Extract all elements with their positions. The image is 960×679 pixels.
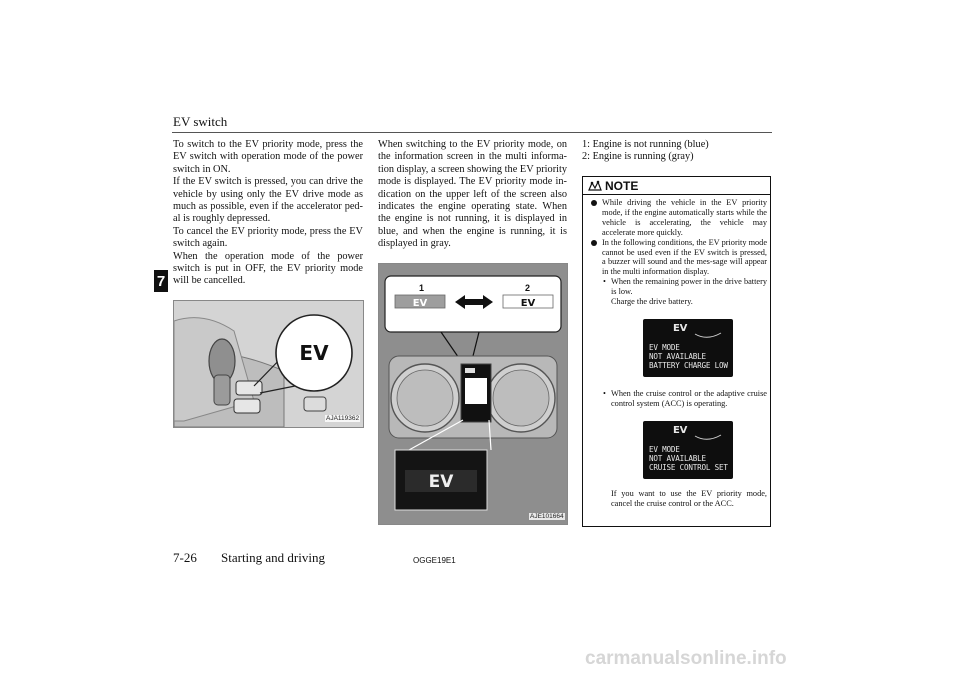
screen-line: EV MODE: [649, 342, 680, 352]
note-bullet: While driving the vehicle in the EV priority mode, if the engine automatically starts while the vehicle is accelerating, the vehicle may accelerate more quickly.: [591, 198, 767, 238]
legend-item: 1: Engine is not running (blue): [582, 139, 709, 150]
ev-switch-illustration: [174, 301, 363, 427]
running-header: EV switch: [173, 114, 228, 129]
watermark: carmanualsonline.info: [585, 648, 787, 669]
note-closing: If you want to use the EV priority mode, cancel the cruise control or the ACC.: [611, 488, 767, 508]
note-box: [582, 176, 771, 527]
ev-switch-figure: [173, 300, 364, 428]
screen-line: BATTERY CHARGE LOW: [649, 360, 728, 370]
column-2-text: [378, 139, 567, 251]
screen-line: NOT AVAILABLE: [649, 351, 706, 361]
label-2: 2: [525, 283, 531, 293]
bullet-icon: [591, 200, 597, 206]
note-sub-item: • When the cruise control or the adaptive cruise control system (ACC) is operating.: [603, 388, 767, 408]
page-number: 7-26: [173, 550, 197, 565]
ev-indicator-blue: EV: [412, 298, 428, 309]
message-screen-battery: [643, 319, 733, 377]
document-code: OGGE19E1: [413, 556, 456, 565]
note-icon: [588, 180, 602, 192]
note-bullet: In the following conditions, the EV priority mode cannot be used even if the EV switch is pressed, a buzzer will sound and the mes-sage will appear in the multi information display.: [591, 238, 767, 278]
paragraph: To cancel the EV priority mode, press the EV switch again.: [173, 225, 363, 250]
note-rule: [583, 194, 770, 195]
ev-button-label: EV: [299, 341, 329, 365]
column-3-text: [582, 139, 772, 164]
note-action: Charge the drive battery.: [611, 297, 693, 307]
note-sub-item: • When the remaining power in the drive battery is low.: [603, 277, 767, 297]
note-body: [591, 198, 767, 509]
multi-information-display-figure: [378, 263, 568, 525]
display-illustration: [379, 264, 567, 524]
screen-ev-label: EV: [673, 424, 688, 436]
message-screen-cruise: [643, 421, 733, 479]
bullet-icon: [591, 240, 597, 246]
section-title: Starting and driving: [221, 550, 325, 565]
label-1: 1: [419, 283, 425, 293]
sub-bullet-icon: •: [603, 277, 606, 287]
figure-code: AJA119362: [326, 415, 360, 422]
screen-line: EV MODE: [649, 444, 680, 454]
legend-item: 2: Engine is running (gray): [582, 151, 694, 163]
paragraph: When the operation mode of the power switch is put in OFF, the EV priority mode will be cancelled.: [173, 250, 363, 287]
chapter-tab: 7: [154, 270, 168, 292]
column-1-text: [173, 139, 363, 288]
paragraph: When switching to the EV priority mode, on the information screen in the multi informa-tion display, a screen showing the EV priority mode is displayed. The EV priority mode in-dication on the upper left of the screen also indicates the engine operating state. When the engine is not running, it is displayed in blue, and when the engine is running, it is displayed in gray.: [378, 139, 567, 250]
note-heading: NOTE: [605, 179, 639, 193]
header-rule: [172, 132, 772, 133]
ev-indicator-gray: EV: [520, 298, 536, 309]
screen-ev-label: EV: [673, 322, 688, 334]
figure-code: AJE101664: [530, 513, 564, 520]
paragraph: If the EV switch is pressed, you can drive the vehicle by using only the EV drive mode as much as possible, even if the accelerator ped-al is roughly depressed.: [173, 176, 363, 225]
screen-line: CRUISE CONTROL SET: [649, 462, 728, 472]
note-header: [588, 179, 638, 193]
paragraph: To switch to the EV priority mode, press the EV switch with operation mode of the power switch in ON.: [173, 139, 363, 175]
screen-line: NOT AVAILABLE: [649, 453, 706, 463]
ev-screen-label: EV: [428, 472, 454, 492]
sub-bullet-icon: •: [603, 388, 606, 398]
